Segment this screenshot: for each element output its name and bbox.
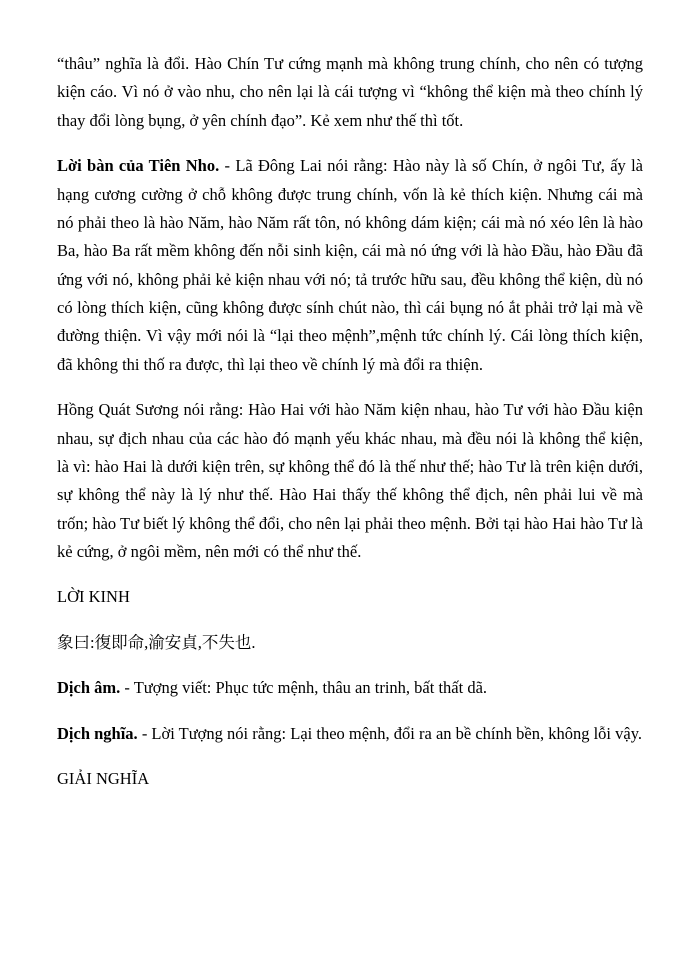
- giai-nghia-heading: GIẢI NGHĨA: [57, 768, 150, 788]
- paragraph-dich-am: [57, 674, 643, 702]
- dich-nghia-lead: Dịch nghĩa.: [57, 723, 138, 743]
- dich-am-lead: Dịch âm.: [57, 678, 121, 698]
- dich-nghia-body: - Lời Tượng nói rằng: Lại theo mệnh, đổi ra an bề chính bền, không lỗi vậy.: [137, 723, 643, 743]
- loi-kinh-heading: LỜI KINH: [57, 587, 130, 607]
- paragraph-tien-nho: [57, 152, 643, 379]
- paragraph-hong-quat-suong: Hồng Quát Sương nói rằng: Hào Hai với hào Năm kiện nhau, hào Tư với hào Đầu kiện nhau, sự địch nhau của các hào đó mạnh yếu khác nhau, mà đều nói là không thể kiện, là vì: hào Hai là dưới kiện trên, sự không thể đó là thế như thế; hào Tư là trên kiện dưới, sự không thể này là lý như thế. Hào Hai thấy thế không thể địch, nên phải lui về mà trốn; hào Tư biết lý không thể đổi, cho nên lại phải theo mệnh. Bởi tại hào Hai hào Tư là kẻ cứng, ở ngôi mềm, nên mới có thể như thế.: [57, 400, 643, 561]
- paragraph-dich-nghia: [57, 720, 643, 748]
- tien-nho-body: - Lã Đông Lai nói rằng: Hào này là số Chín, ở ngôi Tư, ấy là hạng cương cường ở chỗ không được trung chính, vốn là kẻ thích kiện. Nhưng cái mà nó phải theo là hào Năm, hào Năm rất tôn, nó không dám kiện; cái mà nó xéo lên là hào Ba, hào Ba rất mềm không đến nỗi sinh kiện, cái mà nó ứng với là hào Đầu, hào Đầu đã ứng với nó, không phải kẻ kiện nhau với nó; tả trước hữu sau, đều không thể kiện, dù nó có lòng thích kiện, cũng không được sính chút nào, thì cái bụng nó ắt phải trở lại mà về đường thiện. Vì vậy mới nói là “lại theo mệnh”,mệnh tức chính lý. Cái lòng thích kiện, đã không thi thố ra được, thì lại theo về chính lý mà đổi ra thiện.: [57, 156, 643, 374]
- tien-nho-lead: Lời bàn của Tiên Nho.: [57, 156, 220, 176]
- chinese-verse: 象曰:復即命,渝安貞,不失也.: [57, 632, 256, 652]
- paragraph-thau-definition: “thâu” nghĩa là đổi. Hào Chín Tư cứng mạnh mà không trung chính, cho nên có tượng kiện cáo. Vì nó ở vào nhu, cho nên lại là cái tượng vì “không thể kiện mà theo chính lý thay đổi lòng bụng, ở yên chính đạo”. Kẻ xem như thế thì tốt.: [57, 54, 643, 130]
- dich-am-body: - Tượng viết: Phục tức mệnh, thâu an trinh, bất thất dã.: [120, 678, 488, 698]
